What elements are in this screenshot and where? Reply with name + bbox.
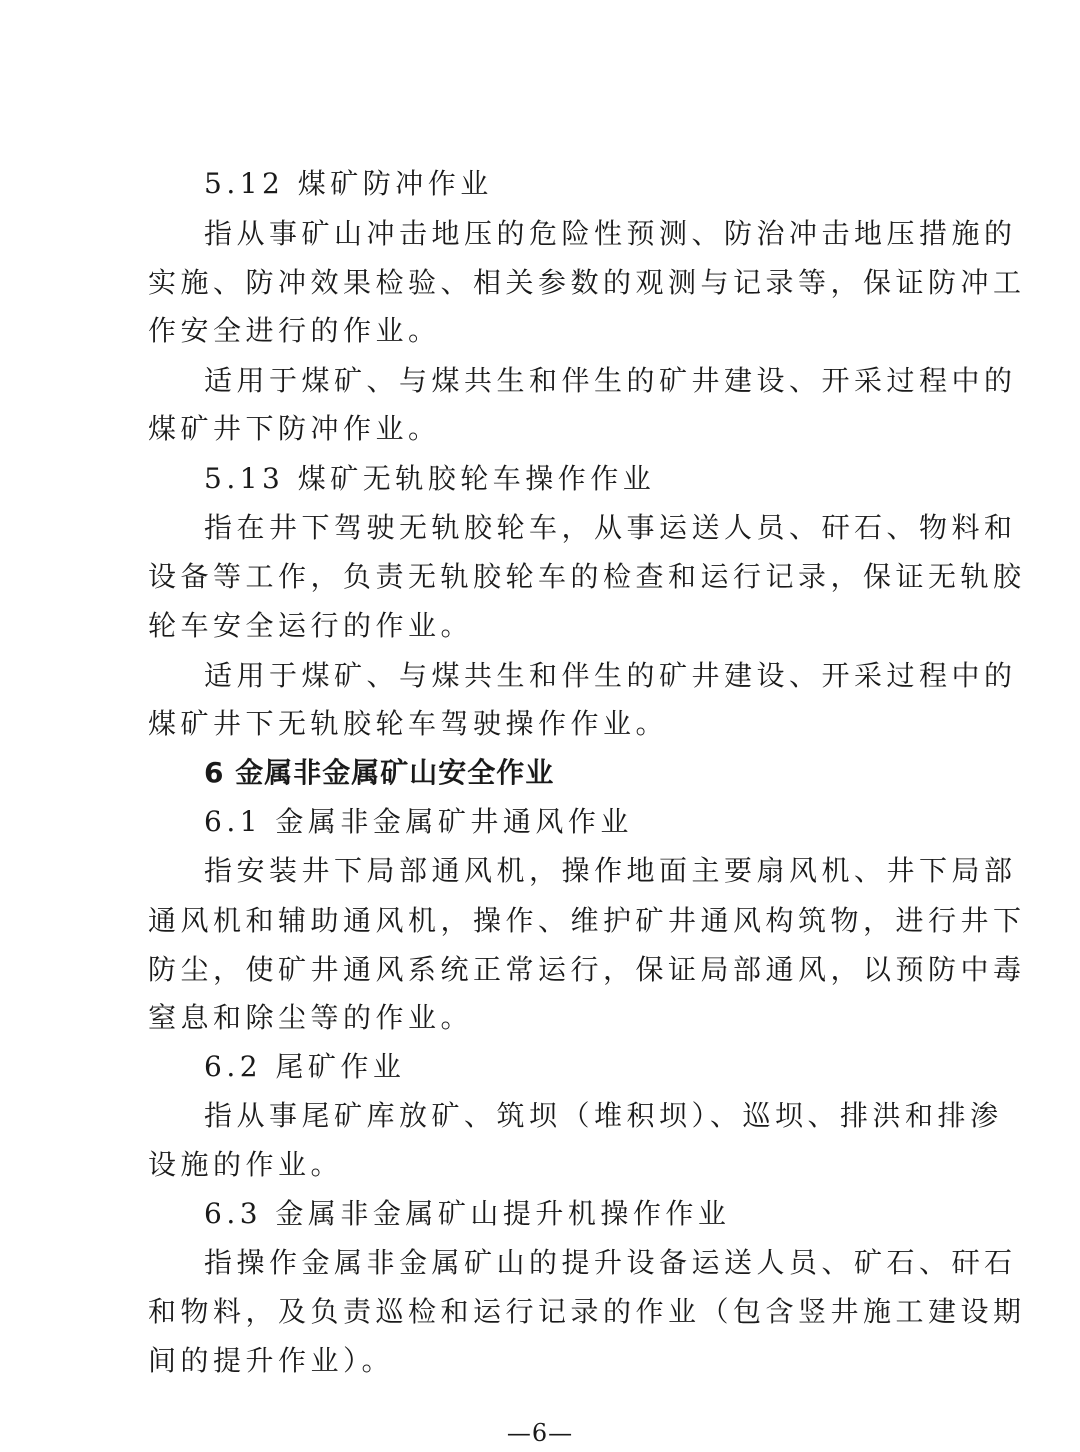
paragraph-line: 指安装井下局部通风机，操作地面主要扇风机、井下局部 [204, 854, 1017, 887]
paragraph-line: 窒息和除尘等的作业。 [148, 1001, 474, 1034]
section-heading-6-2: 6.2 尾矿作业 [204, 1050, 406, 1083]
paragraph-line: 轮车安全运行的作业。 [148, 609, 474, 642]
paragraph-line: 煤矿井下无轨胶轮车驾驶操作作业。 [148, 707, 669, 740]
page-number: —6— [506, 1419, 574, 1447]
paragraph-line: 指操作金属非金属矿山的提升设备运送人员、矿石、矸石 [204, 1246, 1017, 1279]
paragraph-line: 指从事尾矿库放矿、筑坝（堆积坝）、巡坝、排洪和排渗 [204, 1099, 1003, 1132]
paragraph-line: 煤矿井下防冲作业。 [148, 412, 441, 445]
paragraph-line: 指在井下驾驶无轨胶轮车，从事运送人员、矸石、物料和 [204, 511, 1017, 544]
paragraph-line: 通风机和辅助通风机，操作、维护矿井通风构筑物，进行井下 [148, 904, 1026, 937]
paragraph-line: 适用于煤矿、与煤共生和伴生的矿井建设、开采过程中的 [204, 364, 1017, 397]
section-heading-5-13: 5.13 煤矿无轨胶轮车操作作业 [204, 462, 656, 495]
paragraph-line: 实施、防冲效果检验、相关参数的观测与记录等，保证防冲工 [148, 266, 1026, 299]
paragraph-line: 设备等工作，负责无轨胶轮车的检查和运行记录，保证无轨胶 [148, 560, 1026, 593]
paragraph-line: 防尘，使矿井通风系统正常运行，保证局部通风，以预防中毒 [148, 953, 1026, 986]
section-heading-5-12: 5.12 煤矿防冲作业 [204, 167, 493, 200]
paragraph-line: 设施的作业。 [148, 1148, 344, 1181]
section-heading-6-1: 6.1 金属非金属矿井通风作业 [204, 805, 633, 838]
paragraph-line: 和物料，及负责巡检和运行记录的作业（包含竖井施工建设期 [148, 1295, 1026, 1328]
section-heading-6-3: 6.3 金属非金属矿山提升机操作作业 [204, 1197, 731, 1230]
chapter-heading-6: 6 金属非金属矿山安全作业 [204, 756, 555, 789]
paragraph-line: 适用于煤矿、与煤共生和伴生的矿井建设、开采过程中的 [204, 659, 1017, 692]
paragraph-line: 作安全进行的作业。 [148, 314, 441, 347]
paragraph-line: 间的提升作业）。 [148, 1344, 395, 1377]
paragraph-line: 指从事矿山冲击地压的危险性预测、防治冲击地压措施的 [204, 217, 1017, 250]
